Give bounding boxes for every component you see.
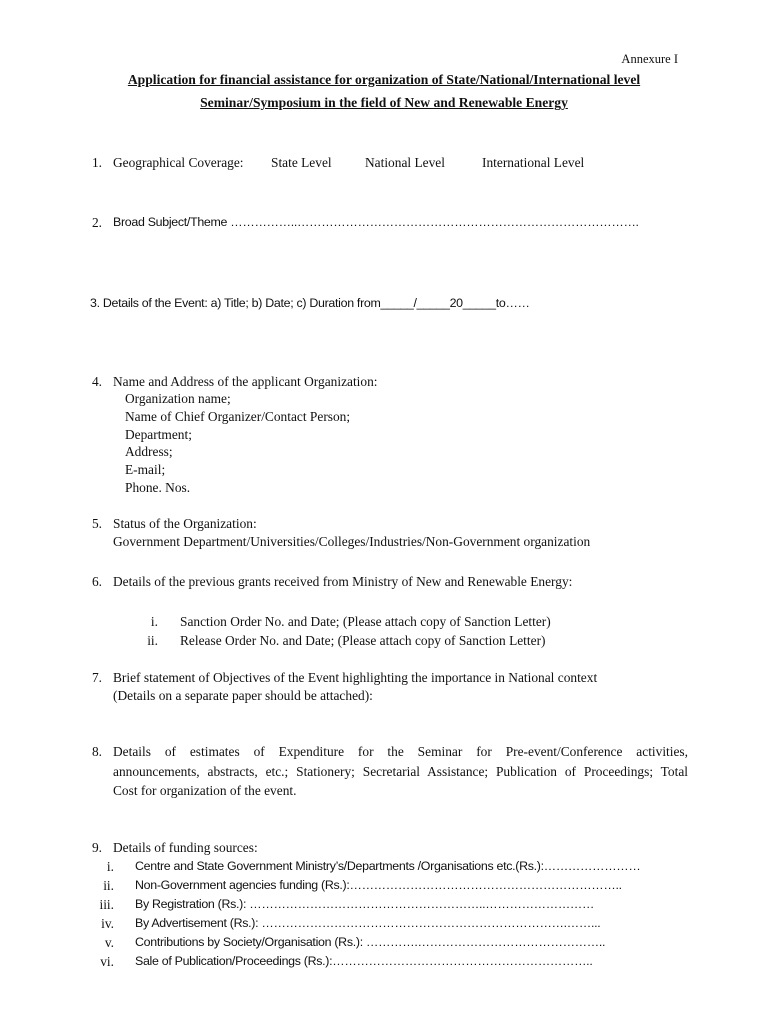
roman-number: iv. — [101, 916, 114, 931]
form-title-line2: Seminar/Symposium in the field of New and Renewable Energy — [200, 95, 568, 110]
roman-number: i. — [150, 614, 158, 629]
funding-sources-heading: Details of funding sources: — [113, 840, 258, 855]
non-govt-funding-field: Non-Government agencies funding (Rs.):………………………………………………………….. — [135, 878, 622, 892]
item-number: 8. — [91, 744, 102, 759]
option-international-level: International Level — [482, 155, 585, 170]
applicant-organization-heading: Name and Address of the applicant Organization: — [113, 374, 378, 389]
objectives-note: (Details on a separate paper should be attached): — [113, 688, 373, 703]
publication-sale-field: Sale of Publication/Proceedings (Rs.):……………………………………………………….. — [135, 954, 593, 968]
objectives-heading: Brief statement of Objectives of the Event highlighting the importance in National context — [113, 670, 598, 685]
sanction-order-field: Sanction Order No. and Date; (Please attach copy of Sanction Letter) — [180, 614, 551, 629]
roman-number: ii. — [147, 633, 158, 648]
phone-field: Phone. Nos. — [125, 480, 191, 495]
organization-name-field: Organization name; — [125, 391, 231, 406]
roman-number: i. — [106, 859, 114, 874]
roman-number: ii. — [103, 878, 114, 893]
organization-status-options: Government Department/Universities/Colleges/Industries/Non-Government organization — [113, 534, 591, 549]
registration-funding-field: By Registration (Rs.): …………………………………………………..……………………… — [135, 897, 595, 911]
roman-number: iii. — [99, 897, 114, 912]
govt-funding-field: Centre and State Government Ministry’s/Departments /Organisations etc.(Rs.):…………………… — [135, 859, 641, 873]
event-details-field: 3. Details of the Event: a) Title; b) Date; c) Duration from_____/_____20_____to…… — [90, 296, 530, 310]
item-number: 2. — [91, 215, 102, 230]
expenditure-line3: Cost for organization of the event. — [113, 783, 297, 798]
item-number: 9. — [91, 840, 102, 855]
society-contribution-field: Contributions by Society/Organisation (Rs.): ………….……………………………………….. — [135, 935, 606, 949]
department-field: Department; — [125, 427, 192, 442]
annexure-label: Annexure I — [621, 52, 678, 66]
item-number: 5. — [91, 516, 102, 531]
expenditure-line2: announcements, abstracts, etc.; Stationery; Secretarial Assistance; Publication of Proceedings; Total — [113, 764, 688, 779]
organization-status-heading: Status of the Organization: — [113, 516, 257, 531]
item-number: 7. — [91, 670, 102, 685]
roman-number: v. — [104, 935, 114, 950]
geographical-coverage-label: Geographical Coverage: — [113, 155, 244, 170]
form-title-line1: Application for financial assistance for organization of State/National/International level — [127, 72, 641, 87]
expenditure-line1: Details of estimates of Expenditure for the Seminar for Pre-event/Conference activities, — [113, 744, 688, 759]
option-state-level: State Level — [271, 155, 332, 170]
chief-organizer-field: Name of Chief Organizer/Contact Person; — [125, 409, 351, 424]
item-number: 6. — [91, 574, 102, 589]
broad-subject-field: Broad Subject/Theme ……………..…………………………………………………………………………. — [113, 215, 639, 229]
item-number: 4. — [91, 374, 102, 389]
email-field: E-mail; — [125, 462, 166, 477]
address-field: Address; — [125, 444, 173, 459]
previous-grants-heading: Details of the previous grants received from Ministry of New and Renewable Energy: — [113, 574, 573, 589]
option-national-level: National Level — [365, 155, 445, 170]
advertisement-funding-field: By Advertisement (Rs.): ………………………………………………………………….……... — [135, 916, 601, 930]
roman-number: vi. — [100, 954, 114, 969]
release-order-field: Release Order No. and Date; (Please attach copy of Sanction Letter) — [180, 633, 546, 648]
item-number: 1. — [91, 155, 102, 170]
